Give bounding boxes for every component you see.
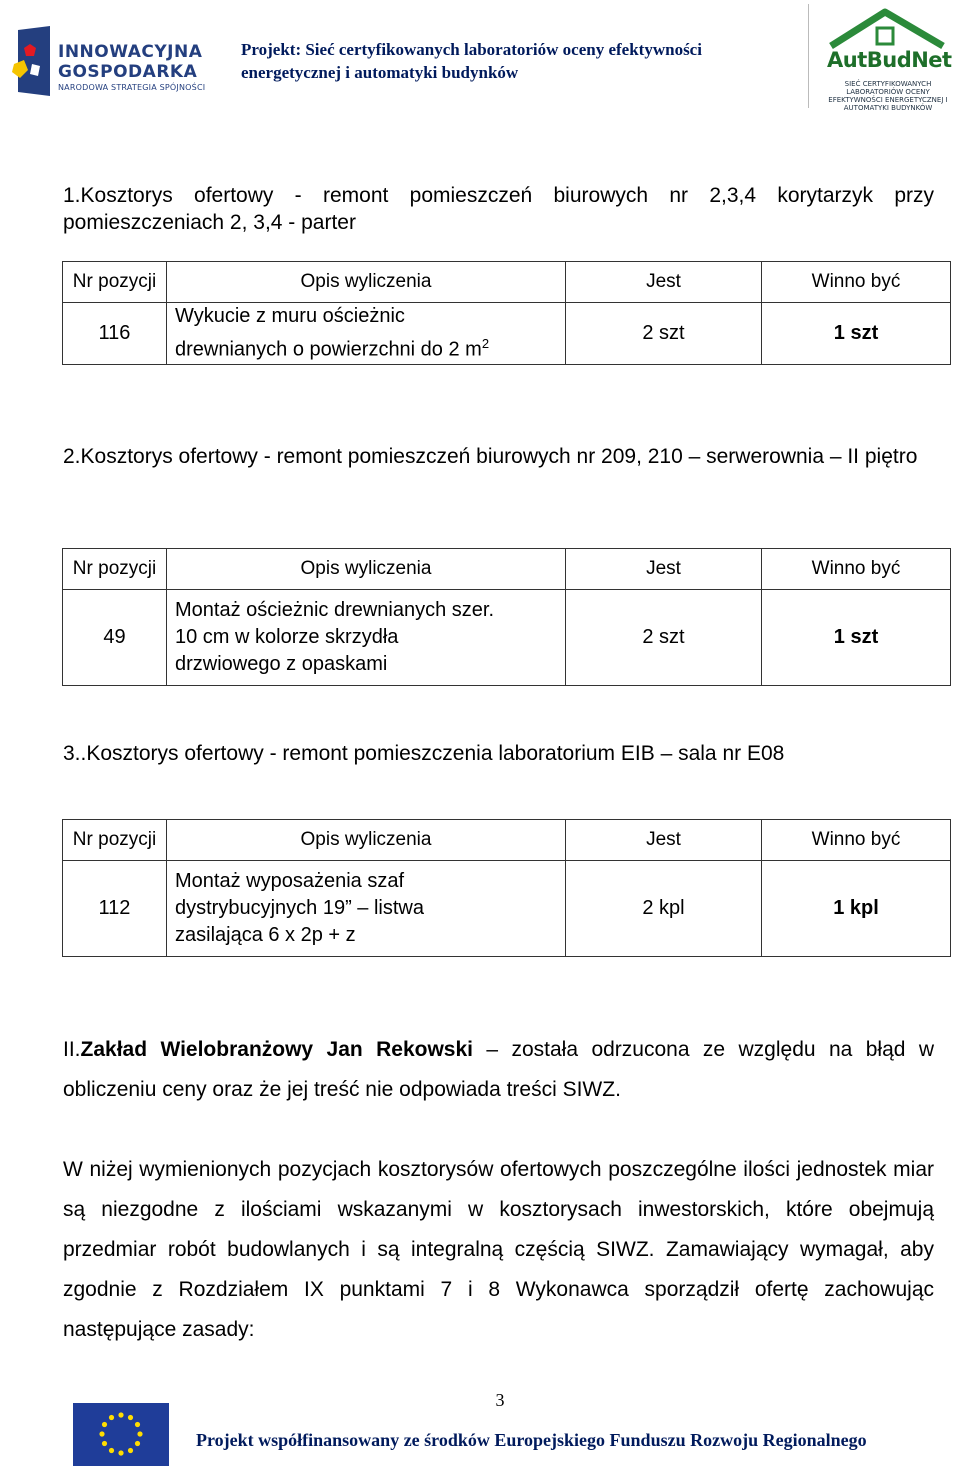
eu-stars-icon <box>73 1403 169 1466</box>
paragraph-rest: – została odrzucona ze względu na błąd w obliczeniu ceny oraz że jej treść nie odpowiada treści SIWZ. <box>63 1038 934 1101</box>
cell-jest: 2 szt <box>566 590 762 686</box>
header-jest: Jest <box>566 262 762 303</box>
header-opis: Opis wyliczenia <box>167 262 566 303</box>
section-3-heading: 3..Kosztorys ofertowy - remont pomieszczenia laboratorium EIB – sala nr E08 <box>63 742 785 765</box>
opis-superscript: 2 <box>481 336 490 351</box>
table-section-3 <box>62 819 951 957</box>
opis-text: drewnianych o powierzchni do 2 m <box>175 338 482 361</box>
header-opis: Opis wyliczenia <box>167 549 566 590</box>
paragraph-rejection <box>63 1030 934 1110</box>
cell-winno: 1 kpl <box>762 861 951 957</box>
opis-line: zasilająca 6 x 2p + z <box>175 924 356 946</box>
opis-line: Montaż ościeżnic drewnianych szer. <box>175 599 495 621</box>
header-winno: Winno być <box>762 820 951 861</box>
header-winno: Winno być <box>762 262 951 303</box>
opis-line <box>175 330 565 364</box>
opis-line: drzwiowego z opaskami <box>175 653 388 675</box>
logo-line-1: INNOWACYJNA <box>58 42 203 62</box>
opis-line: 10 cm w kolorze skrzydła <box>175 626 399 648</box>
table-row <box>63 861 951 957</box>
cell-jest: 2 szt <box>566 303 762 365</box>
flag-logo-icon <box>10 26 50 96</box>
header-jest: Jest <box>566 820 762 861</box>
table-header-row <box>63 549 951 590</box>
cell-jest: 2 kpl <box>566 861 762 957</box>
cell-winno: 1 szt <box>762 303 951 365</box>
company-name: Zakład Wielobranżowy Jan Rekowski <box>80 1038 473 1061</box>
cell-opis <box>167 861 566 957</box>
header-jest: Jest <box>566 549 762 590</box>
table-section-1 <box>62 261 951 365</box>
section-2-heading: 2.Kosztorys ofertowy - remont pomieszczeń biurowych nr 209, 210 – serwerownia – II piętro <box>63 445 918 468</box>
header-opis: Opis wyliczenia <box>167 820 566 861</box>
opis-line: dystrybucyjnych 19” – listwa <box>175 897 424 919</box>
cell-nr: 116 <box>63 303 167 365</box>
cell-winno: 1 szt <box>762 590 951 686</box>
project-title-line-2: energetycznej i automatyki budynków <box>241 63 519 82</box>
house-roof-icon <box>827 8 947 50</box>
innowacyjna-gospodarka-logo <box>6 20 206 104</box>
eu-flag-logo <box>73 1403 169 1466</box>
autbudnet-subtitle: SIEĆ CERTYFIKOWANYCH LABORATORIÓW OCENY EFEKTYWNOŚCI ENERGETYCZNEJ I AUTOMATYKI BUDYNKÓW <box>828 80 948 112</box>
project-title <box>241 38 801 84</box>
cell-nr: 49 <box>63 590 167 686</box>
footer-cofinancing-text: Projekt współfinansowany ze środków Europejskiego Funduszu Rozwoju Regionalnego <box>196 1430 867 1450</box>
cell-opis <box>167 303 566 365</box>
table-header-row <box>63 262 951 303</box>
table-header-row <box>63 820 951 861</box>
page-number: 3 <box>495 1390 505 1410</box>
table-section-2 <box>62 548 951 686</box>
autbudnet-logo <box>808 4 957 112</box>
autbudnet-name: AutBudNet <box>827 48 952 72</box>
cell-nr: 112 <box>63 861 167 957</box>
header-nr: Nr pozycji <box>63 820 167 861</box>
logo-line-2: GOSPODARKA <box>58 62 198 82</box>
paragraph-explanation: W niżej wymienionych pozycjach kosztorysów ofertowych poszczególne ilości jednostek miar są niezgodne z ilościami wskazanymi w kosztorysach inwestorskich, które obejmują przedmiar robót budowlanych i są integralną częścią SIWZ. Zamawiający wymagał, aby zgodnie z Rozdziałem IX punktami 7 i 8 Wykonawca sporządził ofertę zachowując następujące zasady: <box>63 1158 934 1341</box>
section-1-heading: 1.Kosztorys ofertowy - remont pomieszczeń biurowych nr 2,3,4 korytarzyk przy pomieszczeniach 2, 3,4 - parter <box>63 184 934 234</box>
header-winno: Winno być <box>762 549 951 590</box>
project-title-line-1: Projekt: Sieć certyfikowanych laboratoriów oceny efektywności <box>241 40 702 59</box>
opis-line: Wykucie z muru ościeżnic <box>175 305 405 327</box>
logo-line-3: NARODOWA STRATEGIA SPÓJNOŚCI <box>58 83 206 92</box>
table-row <box>63 303 951 365</box>
table-row <box>63 590 951 686</box>
header-nr: Nr pozycji <box>63 549 167 590</box>
header-nr: Nr pozycji <box>63 262 167 303</box>
opis-line: Montaż wyposażenia szaf <box>175 870 405 892</box>
cell-opis <box>167 590 566 686</box>
paragraph-prefix: II. <box>63 1038 81 1061</box>
